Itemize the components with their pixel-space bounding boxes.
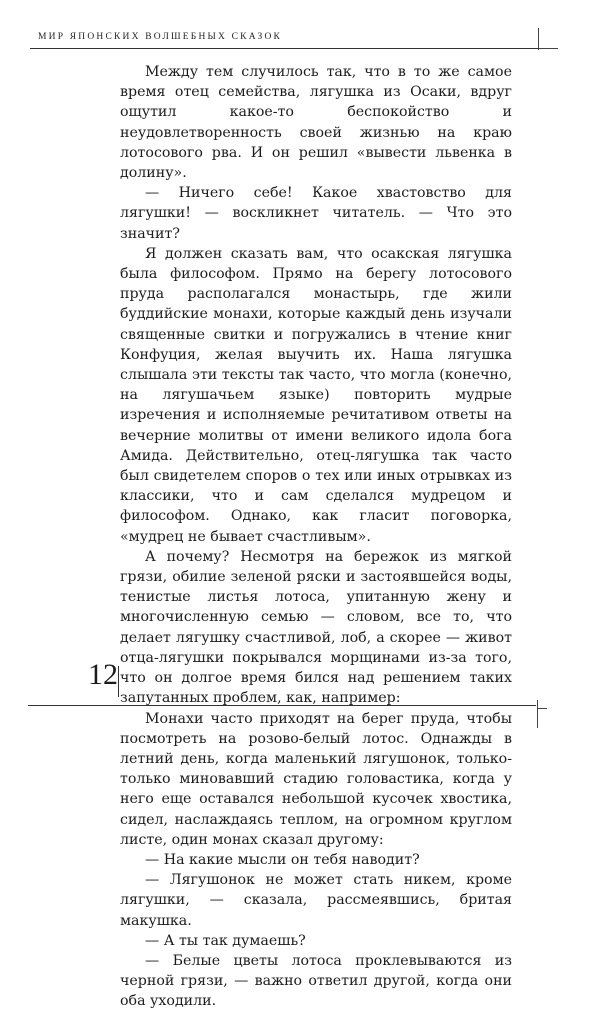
paragraph: — Лягушонок не может стать никем, кроме лягушки, — сказала, рассмеявшись, бритая макушка.: [120, 872, 512, 929]
paragraph: А почему? Несмотря на бережок из мягкой грязи, обилие зеленой ряски и застоявшейся воды, тенистые листья лотоса, упитанную жену и многочисленную семью — словом, все то, что делает лягушку счастливой, лоб, а скорее — живот отца-лягушки покрывался морщинами из-за того, что он долгое время бился над решением таких запутанных проблем, как, например:: [120, 548, 512, 707]
crop-mark-bottom-vertical: [537, 700, 538, 728]
paragraph: Монахи часто приходят на берег пруда, чтобы посмотреть на розово-белый лотос. Однажды в летний день, когда маленький лягушонок, только-только миновавший стадию головастика, когда у него еще оставался небольшой кусочек хвостика, сидел, наслаждаясь теплом, на огромном круглом листе, один монах сказал другому:: [120, 710, 512, 848]
paragraph: Я должен сказать вам, что осакская лягушка была философом. Прямо на берегу лотосового пруда располагался монастырь, где жили буддийские монахи, которые каждый день изучали священные свитки и погружались в чтение книг Конфуция, желая выучить их. Наша лягушка слышала эти тексты так часто, что могла (конечно, на лягушачьем языке) повторить мудрые изречения и исполняемые речитативом ответы на вечерние молитвы от имени великого идола бога Амида. Действительно, отец-лягушка так часто был свидетелем споров о тех или иных отрывках из классики, что и сам сделался мудрецом и философом. Однако, как гласит поговорка, «мудрец не бывает счастливым».: [120, 245, 512, 545]
crop-mark-top-horizontal: [538, 48, 558, 49]
body-text: [120, 62, 512, 1012]
crop-mark-top-vertical: [538, 28, 539, 50]
footer-rule: [28, 705, 536, 706]
paragraph: — А ты так думаешь?: [145, 932, 306, 949]
header-rule: [30, 48, 540, 49]
crop-mark-bottom-horizontal: [537, 708, 547, 709]
paragraph: — Белые цветы лотоса проклевываются из черной грязи, — важно ответил другой, когда они оба уходили.: [120, 952, 512, 1010]
page-number: 12: [88, 658, 118, 691]
paragraph: — На какие мысли он тебя наводит?: [145, 851, 420, 868]
page-number-divider: [118, 666, 119, 697]
running-head: МИР ЯПОНСКИХ ВОЛШЕБНЫХ СКАЗОК: [38, 32, 283, 42]
paragraph: — Ничего себе! Какое хвастовство для лягушки! — воскликнет читатель. — Что это значит?: [120, 185, 512, 242]
paragraph: Между тем случилось так, что в то же самое время отец семейства, лягушка из Осаки, вдруг ощутил какое-то беспокойство и неудовлетворенность своей жизнью на краю лотосового рва. И он решил «вывести львенка в долину».: [120, 64, 512, 182]
